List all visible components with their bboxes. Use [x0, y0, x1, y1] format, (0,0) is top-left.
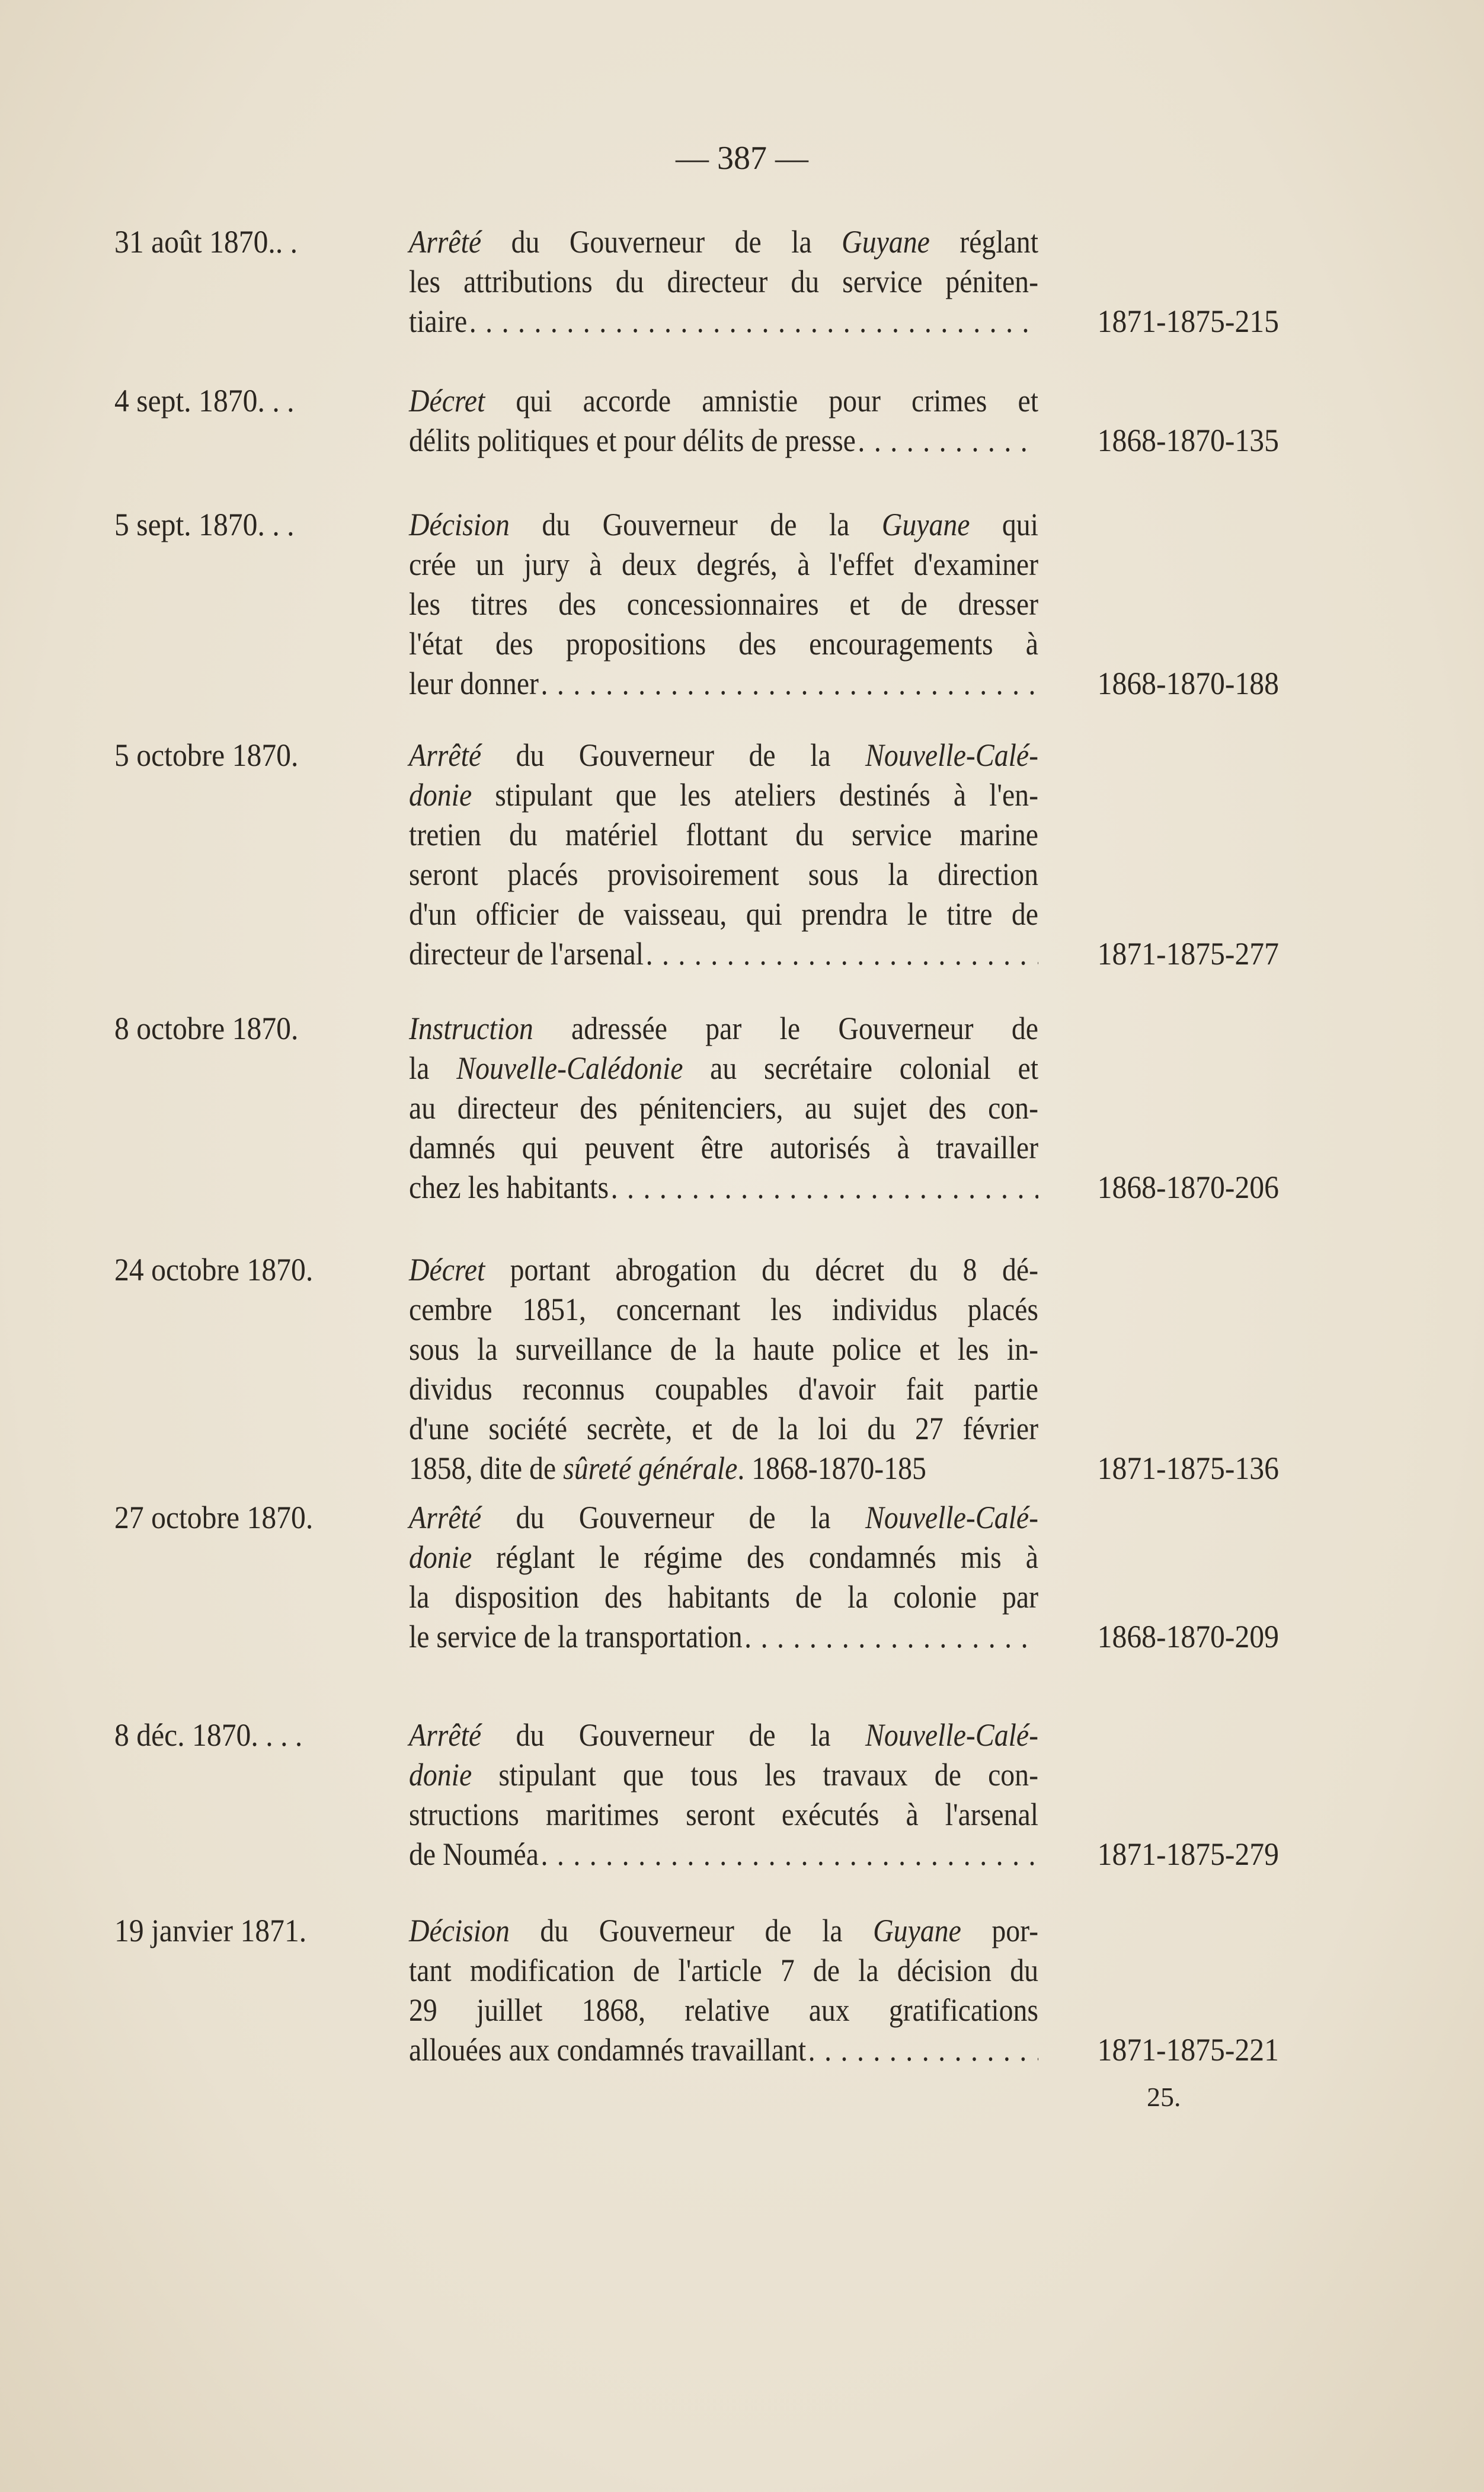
text-line	[409, 1250, 1038, 1290]
entry-date: 27 octobre 1870.	[114, 1500, 314, 1535]
text-line	[409, 1409, 1038, 1449]
text-segment: d'un officier de vaisseau, qui prendra le titre de	[409, 896, 1038, 932]
text-line	[409, 1991, 1038, 2030]
text-segment: portant abrogation du décret du 8 dé-	[485, 1252, 1038, 1287]
text-line	[409, 1498, 1038, 1538]
text-segment: structions maritimes seront exécutés à l'arsenal	[409, 1797, 1038, 1832]
text-line	[409, 775, 1038, 815]
italic-term: Décision	[409, 507, 510, 542]
page-number: — 387 —	[676, 140, 808, 177]
text-segment: réglant	[929, 224, 1038, 260]
text-segment: tretien du matériel flottant du service marine	[409, 817, 1038, 852]
italic-term: Arrêté	[409, 1500, 482, 1535]
text-segment: du Gouverneur de la	[509, 507, 882, 542]
text-line	[409, 1049, 1038, 1088]
italic-term: Décision	[409, 1913, 510, 1948]
entry-text	[409, 1009, 1120, 1207]
text-segment: du Gouverneur de la	[509, 1913, 874, 1948]
text-segment: directeur de l'arsenal	[409, 936, 644, 972]
text-segment: l'état des propositions des encouragements à	[409, 626, 1038, 662]
italic-term: sûreté générale	[563, 1451, 738, 1486]
text-line	[409, 2030, 1038, 2070]
entry-date: 5 octobre 1870.	[114, 737, 299, 773]
italic-term: donie	[409, 1757, 472, 1793]
text-segment: réglant le régime des condamnés mis à	[472, 1539, 1038, 1575]
text-line	[409, 505, 1038, 545]
text-segment: qui accorde amnistie pour crimes et	[485, 383, 1038, 418]
text-segment: seront placés provisoirement sous la direction	[409, 857, 1038, 892]
text-line	[409, 815, 1038, 855]
text-segment: du Gouverneur de la	[481, 1500, 866, 1535]
text-segment: délits politiques et pour délits de presse	[409, 423, 856, 458]
text-line	[409, 1617, 1038, 1657]
text-line	[409, 1911, 1038, 1951]
text-line	[409, 1449, 1038, 1488]
text-segment: du Gouverneur de la	[481, 737, 866, 773]
entry-date: 8 octobre 1870.	[114, 1011, 299, 1046]
dot-leader	[646, 934, 1038, 974]
text-segment: adressée par le Gouverneur de	[533, 1011, 1038, 1046]
text-line	[409, 855, 1038, 894]
volume-page-reference: 1871-1875-221	[1097, 2032, 1279, 2068]
text-line	[409, 1088, 1038, 1128]
text-segment: du Gouverneur de la	[481, 1717, 866, 1753]
text-segment: crée un jury à deux degrés, à l'effet d'examiner	[409, 547, 1038, 582]
text-segment: allouées aux condamnés travaillant	[409, 2032, 807, 2068]
volume-page-reference: 1868-1870-206	[1097, 1170, 1279, 1205]
text-line	[409, 1715, 1038, 1755]
italic-term: Arrêté	[409, 737, 482, 773]
italic-term: Décret	[409, 383, 485, 418]
text-line	[409, 894, 1038, 934]
text-line	[409, 934, 1038, 974]
entry-date: 31 août 1870.. .	[114, 224, 298, 260]
text-line	[409, 1538, 1038, 1577]
entry-date: 19 janvier 1871.	[114, 1913, 307, 1948]
text-segment: la disposition des habitants de la colonie par	[409, 1579, 1038, 1615]
italic-term: Nouvelle-Calé-	[865, 737, 1038, 773]
italic-term: Nouvelle-Calé-	[865, 1717, 1038, 1753]
volume-page-reference: 1871-1875-136	[1097, 1451, 1279, 1486]
text-line	[409, 421, 1038, 461]
text-segment: au secrétaire colonial et	[683, 1050, 1038, 1086]
text-segment: au directeur des pénitenciers, au sujet des con-	[409, 1090, 1038, 1126]
italic-term: donie	[409, 777, 472, 813]
entry-text	[409, 1911, 1120, 2070]
text-segment: . 1868-1870-185	[737, 1451, 926, 1486]
text-segment: d'une société secrète, et de la loi du 27 février	[409, 1411, 1038, 1446]
text-segment: le service de la transportation	[409, 1619, 743, 1654]
text-segment: cembre 1851, concernant les individus placés	[409, 1292, 1038, 1327]
text-segment: chez les habitants	[409, 1170, 609, 1205]
text-line	[409, 1009, 1038, 1049]
text-segment: sous la surveillance de la haute police et les in-	[409, 1331, 1038, 1367]
text-segment: les attributions du directeur du service péniten-	[409, 264, 1038, 299]
volume-page-reference: 1871-1875-215	[1097, 303, 1279, 339]
dot-leader	[858, 421, 1038, 461]
text-segment: du Gouverneur de la	[481, 224, 842, 260]
text-line	[409, 1168, 1038, 1207]
italic-term: donie	[409, 1539, 472, 1575]
italic-term: Arrêté	[409, 1717, 482, 1753]
text-segment: qui	[970, 507, 1038, 542]
entry-text	[409, 736, 1120, 974]
text-line	[409, 302, 1038, 341]
entry-date: 8 déc. 1870. . . .	[114, 1717, 303, 1753]
text-line	[409, 1577, 1038, 1617]
volume-page-reference: 1868-1870-188	[1097, 666, 1279, 701]
text-line	[409, 222, 1038, 262]
italic-term: Instruction	[409, 1011, 533, 1046]
text-line	[409, 1330, 1038, 1369]
italic-term: Nouvelle-Calé-	[865, 1500, 1038, 1535]
entry-text	[409, 222, 1120, 341]
text-line	[409, 1951, 1038, 1991]
entry-date: 24 octobre 1870.	[114, 1252, 314, 1287]
entry-date: 5 sept. 1870. . .	[114, 507, 295, 542]
dot-leader	[540, 664, 1038, 704]
text-line	[409, 1369, 1038, 1409]
text-line	[409, 545, 1038, 584]
entry-text	[409, 1250, 1120, 1488]
text-line	[409, 1795, 1038, 1835]
entry-date: 4 sept. 1870. . .	[114, 383, 295, 418]
volume-page-reference: 1871-1875-277	[1097, 936, 1279, 972]
entry-text	[409, 1715, 1120, 1874]
volume-page-reference: 1868-1870-209	[1097, 1619, 1279, 1654]
text-line	[409, 262, 1038, 302]
text-line	[409, 1755, 1038, 1795]
text-segment: la	[409, 1050, 457, 1086]
text-line	[409, 381, 1038, 421]
text-line	[409, 584, 1038, 624]
entry-text	[409, 1498, 1120, 1657]
text-segment: leur donner	[409, 666, 539, 701]
text-segment: por-	[961, 1913, 1038, 1948]
text-segment: stipulant que les ateliers destinés à l'en-	[472, 777, 1038, 813]
volume-page-reference: 1868-1870-135	[1097, 423, 1279, 458]
dot-leader	[744, 1617, 1038, 1657]
dot-leader	[540, 1835, 1038, 1874]
text-segment: 29 juillet 1868, relative aux gratifications	[409, 1992, 1038, 2028]
italic-term: Guyane	[842, 224, 930, 260]
text-segment: stipulant que tous les travaux de con-	[472, 1757, 1038, 1793]
text-line	[409, 624, 1038, 664]
italic-term: Guyane	[881, 507, 970, 542]
italic-term: Arrêté	[409, 224, 482, 260]
text-segment: tant modification de l'article 7 de la décision du	[409, 1953, 1038, 1988]
text-line	[409, 736, 1038, 775]
text-line	[409, 1290, 1038, 1330]
dot-leader	[808, 2030, 1038, 2070]
dot-leader	[611, 1168, 1038, 1207]
text-line	[409, 664, 1038, 704]
italic-term: Nouvelle-Calédonie	[456, 1050, 683, 1086]
signature-mark: 25.	[1147, 2082, 1181, 2112]
text-segment: damnés qui peuvent être autorisés à travailler	[409, 1130, 1038, 1165]
text-segment: tiaire	[409, 303, 468, 339]
text-segment: de Nouméa	[409, 1836, 539, 1872]
entry-text	[409, 381, 1120, 461]
italic-term: Guyane	[873, 1913, 961, 1948]
text-line	[409, 1835, 1038, 1874]
italic-term: Décret	[409, 1252, 485, 1287]
text-segment: 1858, dite de	[409, 1451, 564, 1486]
text-line	[409, 1128, 1038, 1168]
text-segment: dividus reconnus coupables d'avoir fait partie	[409, 1371, 1038, 1407]
volume-page-reference: 1871-1875-279	[1097, 1836, 1279, 1872]
dot-leader	[469, 302, 1038, 341]
entry-text	[409, 505, 1120, 704]
text-segment: les titres des concessionnaires et de dresser	[409, 586, 1038, 622]
